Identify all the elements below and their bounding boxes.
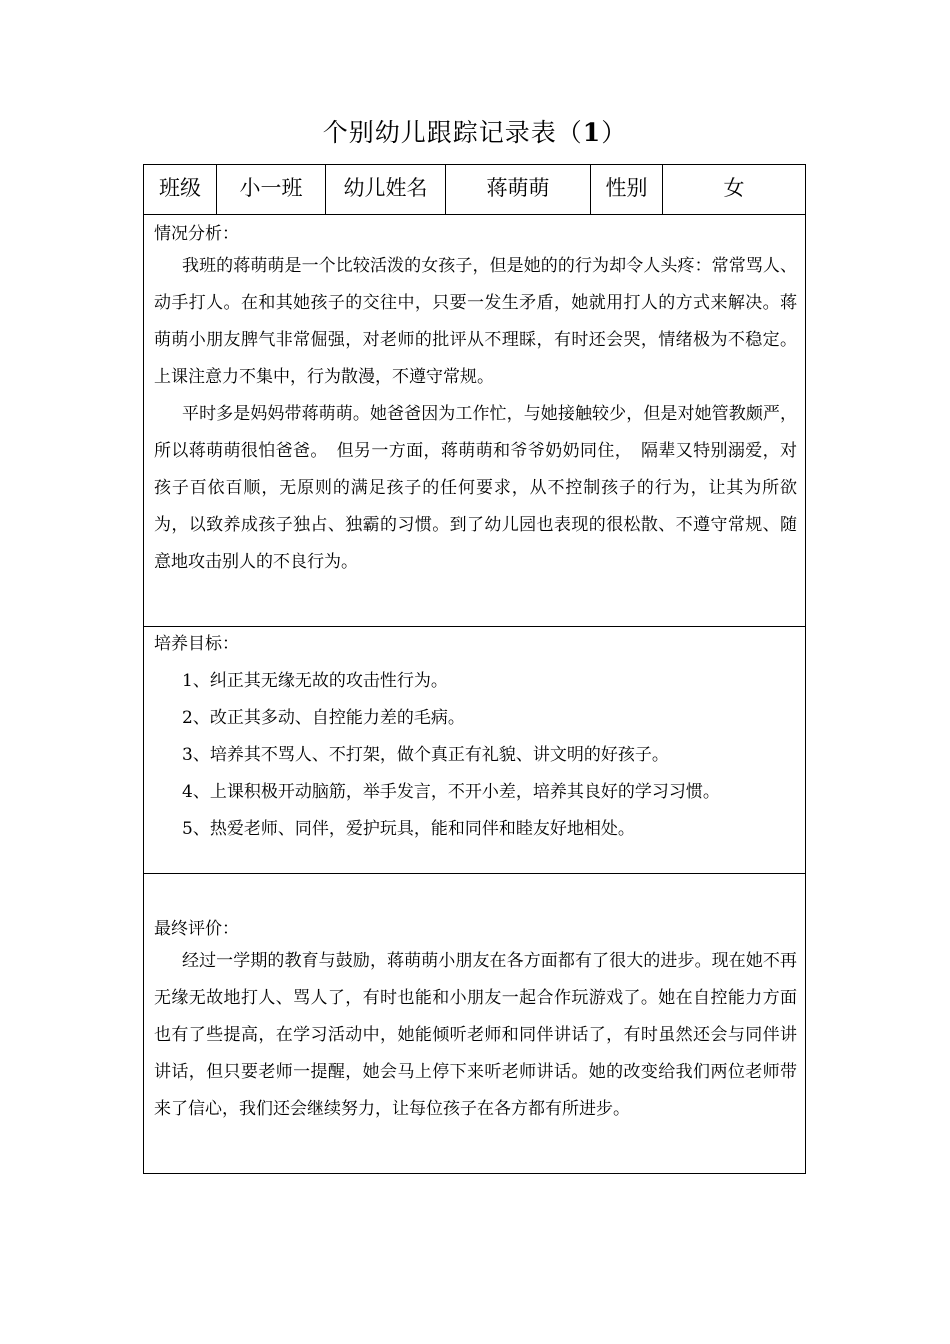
- analysis-paragraph-2: 平时多是妈妈带蒋萌萌。她爸爸因为工作忙，与她接触较少，但是对她管教颇严，所以蒋萌萌很怕爸爸。 但另一方面，蒋萌萌和爷爷奶奶同住， 隔辈又特别溺爱，对孩子百依百顺，无原则的满足孩子的任何要求，从不控制孩子的行为，让其为所欲为，以致养成孩子独占、独霸的习惯。到了幼儿园也表现的很松散、不遵守常规、随意地攻击别人的不良行为。: [154, 404, 797, 572]
- evaluation-section: [144, 874, 805, 1173]
- goals-section: [144, 627, 805, 874]
- record-table: [143, 164, 806, 1174]
- goal-item: 2、改正其多动、自控能力差的毛病。: [182, 708, 465, 728]
- gender-label: 性别: [591, 165, 663, 214]
- analysis-paragraph-1: 我班的蒋萌萌是一个比较活泼的女孩子，但是她的的行为却令人头疼：常常骂人、动手打人。在和其她孩子的交往中，只要一发生矛盾，她就用打人的方式来解决。蒋萌萌小朋友脾气非常倔强，对老师的批评从不理睬，有时还会哭，情绪极为不稳定。上课注意力不集中，行为散漫，不遵守常规。: [154, 256, 797, 387]
- goals-label: 培养目标：: [154, 634, 239, 654]
- evaluation-paragraph: 经过一学期的教育与鼓励，蒋萌萌小朋友在各方面都有了很大的进步。现在她不再无缘无故地打人、骂人了，有时也能和小朋友一起合作玩游戏了。她在自控能力方面也有了些提高，在学习活动中，她能倾听老师和同伴讲话了，有时虽然还会与同伴讲讲话，但只要老师一提醒，她会马上停下来听老师讲话。她的改变给我们两位老师带来了信心，我们还会继续努力，让每位孩子在各方都有所进步。: [154, 951, 797, 1119]
- title-text: 个别幼儿跟踪记录表（: [322, 118, 583, 147]
- class-label: 班级: [144, 165, 217, 214]
- title-number: 1: [582, 118, 602, 147]
- title-close: ）: [601, 118, 628, 147]
- goal-item: 5、热爱老师、同伴，爱护玩具，能和同伴和睦友好地相处。: [182, 819, 635, 839]
- page-title: [0, 113, 950, 149]
- goal-item: 1、纠正其无缘无故的攻击性行为。: [182, 671, 448, 691]
- name-label: 幼儿姓名: [326, 165, 446, 214]
- analysis-label: 情况分析：: [154, 224, 239, 244]
- analysis-section: [144, 215, 805, 627]
- goal-item: 4、上课积极开动脑筋，举手发言，不开小差，培养其良好的学习习惯。: [182, 782, 720, 802]
- header-row: [144, 165, 805, 215]
- gender-value: 女: [723, 176, 745, 200]
- goal-item: 3、培养其不骂人、不打架，做个真正有礼貌、讲文明的好孩子。: [182, 745, 669, 765]
- class-value: 小一班: [217, 165, 326, 214]
- name-value: 蒋萌萌: [446, 165, 591, 214]
- evaluation-label: 最终评价：: [154, 919, 239, 939]
